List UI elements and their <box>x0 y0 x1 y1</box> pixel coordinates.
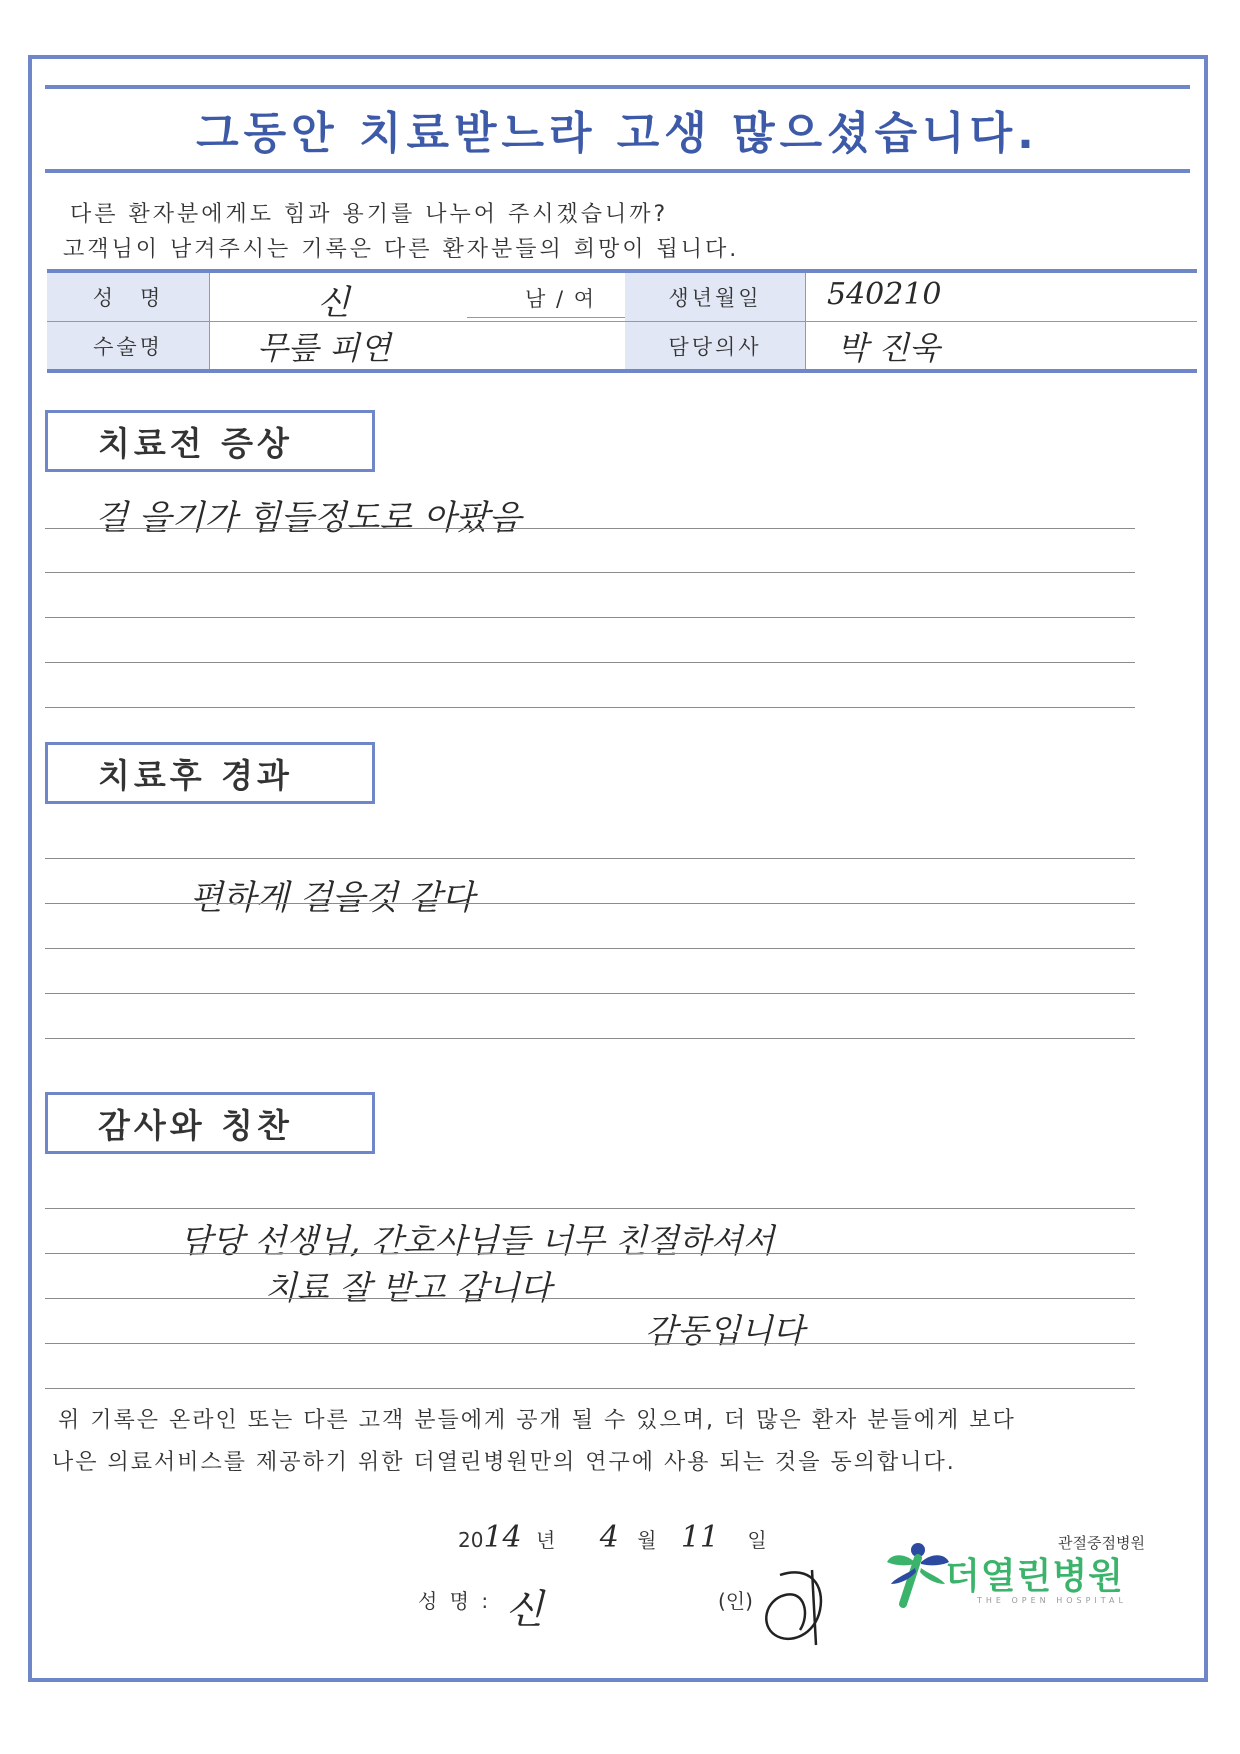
logo-dragonfly-icon <box>885 1540 951 1610</box>
writing-line <box>45 993 1135 994</box>
date-row <box>458 1520 767 1555</box>
name-underline <box>467 317 625 318</box>
section-before-title: 치료전 증상 <box>45 410 375 472</box>
logo-tagline: 관절중점병원 <box>1058 1534 1145 1552</box>
gender-label: 남 / 여 <box>525 287 596 311</box>
date-month-hand: 4 <box>599 1520 619 1555</box>
doctor-label: 담당의사 <box>625 322 805 369</box>
writing-line <box>45 948 1135 949</box>
seal-label: (인) <box>718 1589 753 1613</box>
signature-name-label: 성 명 : <box>418 1589 492 1613</box>
writing-line <box>45 1208 1135 1209</box>
logo-english: THE OPEN HOSPITAL <box>977 1596 1127 1605</box>
thanks-handwriting-line-1: 담당 선생님, 간호사님들 너무 친절하셔서 <box>180 1221 775 1260</box>
writing-line <box>45 572 1135 573</box>
intro-line-2: 고객님이 남겨주시는 기록은 다른 환자분들의 희망이 됩니다. <box>63 237 740 262</box>
surgery-value: 무릎 피연 <box>257 329 391 367</box>
writing-line <box>45 617 1135 618</box>
handwritten-signature <box>750 1555 840 1655</box>
info-col-divider <box>209 273 210 369</box>
section-thanks-title: 감사와 칭찬 <box>45 1092 375 1154</box>
date-year-prefix: 20 <box>458 1528 484 1552</box>
intro-line-1: 다른 환자분에게도 힘과 용기를 나누어 주시겠습니까? <box>70 202 669 227</box>
hospital-logo <box>885 1532 1145 1612</box>
date-month-label: 월 <box>637 1528 657 1552</box>
writing-line <box>45 707 1135 708</box>
writing-line <box>45 903 1135 904</box>
section-after-title: 치료후 경과 <box>45 742 375 804</box>
doctor-value: 박 진욱 <box>837 329 940 367</box>
thanks-handwriting-line-3: 감동입니다 <box>645 1311 805 1350</box>
writing-line <box>45 662 1135 663</box>
thanks-handwriting-line-2: 치료 잘 받고 갑니다 <box>265 1268 552 1307</box>
writing-line <box>45 1038 1135 1039</box>
date-day-hand: 11 <box>680 1520 720 1555</box>
title-band <box>45 85 1190 173</box>
after-handwriting: 편하게 걸을것 같다 <box>190 878 475 918</box>
consent-line-1: 위 기록은 온라인 또는 다른 고객 분들에게 공개 될 수 있으며, 더 많은 환자 분들에게 보다 <box>58 1408 1016 1433</box>
surgery-label: 수술명 <box>47 322 209 369</box>
writing-line <box>45 528 1135 529</box>
name-value: 신 <box>317 283 350 323</box>
logo-name-text: 더열린병원 <box>945 1556 1124 1597</box>
info-col-divider <box>805 273 806 369</box>
date-year-hand: 14 <box>483 1520 522 1555</box>
writing-line <box>45 1343 1135 1344</box>
before-handwriting: 걸 을기가 힘들정도로 아팠음 <box>95 498 522 538</box>
signature-name-hand: 신 <box>505 1587 544 1633</box>
date-day-label: 일 <box>747 1528 767 1552</box>
consent-line-2: 나은 의료서비스를 제공하기 위한 더열린병원만의 연구에 사용 되는 것을 동의합니다. <box>52 1450 956 1475</box>
writing-line <box>45 858 1135 859</box>
writing-line <box>45 1253 1135 1254</box>
birth-label: 생년월일 <box>625 273 805 321</box>
page-title: 그동안 치료받느라 고생 많으셨습니다. <box>196 108 1039 159</box>
writing-line <box>45 1388 1135 1389</box>
name-label: 성 명 <box>47 273 209 321</box>
date-year-label: 년 <box>536 1528 556 1552</box>
writing-line <box>45 1298 1135 1299</box>
logo-name <box>945 1548 1124 1599</box>
info-row-divider <box>47 321 1197 322</box>
birth-value: 540210 <box>827 277 942 312</box>
patient-info-table <box>47 269 1197 373</box>
